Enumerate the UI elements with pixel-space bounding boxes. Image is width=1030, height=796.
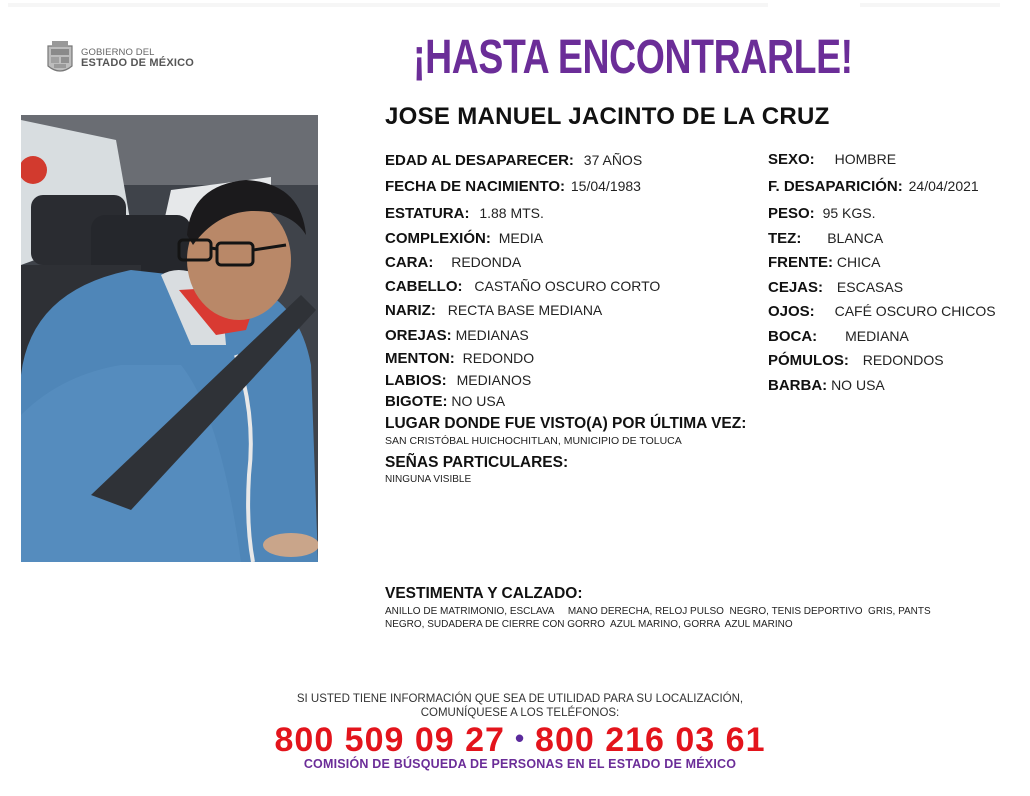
field-label: PESO: xyxy=(768,205,815,222)
marks-title: SEÑAS PARTICULARES: xyxy=(385,454,569,471)
clothing-line1: ANILLO DE MATRIMONIO, ESCLAVA MANO DERECHA, RELOJ PULSO NEGRO, TENIS DEPORTIVO GRIS, PANTS xyxy=(385,606,931,617)
field-value: CASTAÑO OSCURO CORTO xyxy=(474,278,661,294)
contact-instructions-line2: COMUNÍQUESE A LOS TELÉFONOS: xyxy=(420,707,620,719)
field-labios xyxy=(385,372,531,389)
commission-name: COMISIÓN DE BÚSQUEDA DE PERSONAS EN EL ESTADO DE MÉXICO xyxy=(303,757,737,771)
field-value: ESCASAS xyxy=(836,279,904,295)
field-estatura xyxy=(385,205,544,222)
field-label: BIGOTE: xyxy=(385,393,448,410)
field-value: 1.88 MTS. xyxy=(479,205,544,221)
field-ojos xyxy=(768,303,996,320)
field-fecha-desaparicion xyxy=(768,178,979,195)
government-logo xyxy=(45,40,194,76)
field-value: CHICA xyxy=(836,254,881,270)
field-label: EDAD AL DESAPARECER: xyxy=(385,152,574,169)
field-menton xyxy=(385,350,534,367)
field-value: CAFÉ OSCURO CHICOS xyxy=(834,303,996,319)
field-label: CARA: xyxy=(385,254,434,271)
marks-value: NINGUNA VISIBLE xyxy=(385,474,472,485)
field-label: NARIZ: xyxy=(385,302,436,319)
phone-number-2[interactable]: 800 216 03 61 xyxy=(535,721,766,759)
field-label: ESTATURA: xyxy=(385,205,470,222)
field-value: MEDIA xyxy=(498,230,544,246)
field-label: MENTON: xyxy=(385,350,455,367)
field-nariz xyxy=(385,302,602,319)
state-crest-icon xyxy=(45,40,75,76)
logo-text-line1: GOBIERNO DEL xyxy=(81,47,155,58)
field-complexion xyxy=(385,230,543,247)
top-divider xyxy=(8,3,768,7)
field-frente xyxy=(768,254,880,271)
contact-instructions xyxy=(230,692,810,720)
field-value: 15/04/1983 xyxy=(570,178,641,194)
phone-numbers xyxy=(230,720,810,762)
headline: ¡HASTA ENCONTRARLE! xyxy=(413,31,853,84)
field-value: BLANCA xyxy=(827,230,884,246)
field-cabello xyxy=(385,278,660,295)
field-value: 24/04/2021 xyxy=(908,178,979,194)
field-orejas xyxy=(385,327,529,344)
field-fecha-nacimiento xyxy=(385,178,641,195)
logo-text-line2: ESTADO DE MÉXICO xyxy=(81,57,195,69)
field-cejas xyxy=(768,279,903,296)
last-seen-title: LUGAR DONDE FUE VISTO(A) POR ÚLTIMA VEZ: xyxy=(385,415,747,432)
field-barba xyxy=(768,377,885,394)
field-label: CABELLO: xyxy=(385,278,463,295)
field-value: HOMBRE xyxy=(834,151,897,167)
field-value: MEDIANAS xyxy=(455,327,529,343)
top-divider xyxy=(860,3,1000,7)
field-tez xyxy=(768,230,883,247)
field-label: OREJAS: xyxy=(385,327,452,344)
field-pomulos xyxy=(768,352,944,369)
field-value: NO USA xyxy=(831,377,885,393)
field-value: 95 KGS. xyxy=(822,205,876,221)
field-label: OJOS: xyxy=(768,303,815,320)
field-boca xyxy=(768,328,909,345)
last-seen-value: SAN CRISTÓBAL HUICHOCHITLAN, MUNICIPIO DE TOLUCA xyxy=(385,435,682,447)
person-photo xyxy=(21,115,318,562)
clothing-title: VESTIMENTA Y CALZADO: xyxy=(385,585,583,602)
field-label: CEJAS: xyxy=(768,279,824,296)
field-label: F. DESAPARICIÓN: xyxy=(768,178,903,195)
bullet-separator: • xyxy=(514,723,526,753)
field-value: RECTA BASE MEDIANA xyxy=(447,302,603,318)
contact-instructions-line1: SI USTED TIENE INFORMACIÓN QUE SEA DE UTILIDAD PARA SU LOCALIZACIÓN, xyxy=(296,693,744,705)
field-label: BOCA: xyxy=(768,328,818,345)
field-label: TEZ: xyxy=(768,230,802,247)
field-label: LABIOS: xyxy=(385,372,447,389)
field-value: 37 AÑOS xyxy=(583,152,643,168)
field-peso xyxy=(768,205,876,222)
field-label: BARBA: xyxy=(768,377,828,394)
phone-number-1[interactable]: 800 509 09 27 xyxy=(274,721,505,759)
field-edad xyxy=(385,152,642,169)
field-label: FRENTE: xyxy=(768,254,833,271)
field-bigote xyxy=(385,393,505,410)
field-value: MEDIANOS xyxy=(456,372,532,388)
field-sexo xyxy=(768,151,896,168)
field-label: SEXO: xyxy=(768,151,815,168)
field-cara xyxy=(385,254,521,271)
person-name: JOSE MANUEL JACINTO DE LA CRUZ xyxy=(385,103,830,130)
clothing-line2: NEGRO, SUDADERA DE CIERRE CON GORRO AZUL MARINO, GORRA AZUL MARINO xyxy=(385,619,793,630)
field-value: MEDIANA xyxy=(845,328,909,344)
field-value: NO USA xyxy=(451,393,506,409)
field-value: REDONDO xyxy=(462,350,535,366)
field-value: REDONDOS xyxy=(862,352,944,368)
field-value: REDONDA xyxy=(451,254,522,270)
field-label: FECHA DE NACIMIENTO: xyxy=(385,178,565,195)
field-label: PÓMULOS: xyxy=(768,352,849,369)
field-label: COMPLEXIÓN: xyxy=(385,230,491,247)
